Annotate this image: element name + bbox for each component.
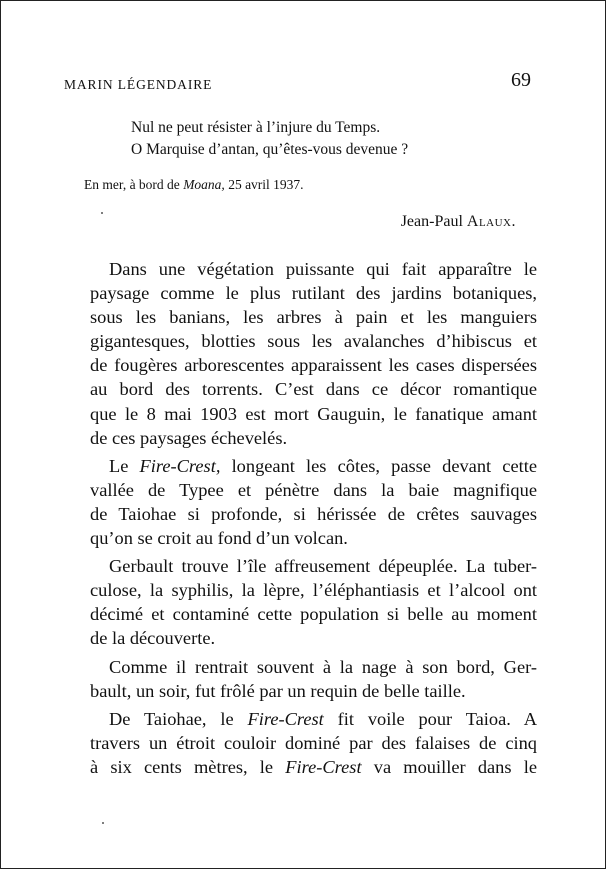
boat-name: Fire-Crest [247, 708, 324, 729]
dateline-suffix: 25 avril 1937. [224, 177, 304, 192]
text-run: va mouiller dans le [361, 756, 537, 777]
text-line: Comme il rentrait souvent à la nage à son bord, Ger- [109, 656, 537, 677]
ship-name: Moana, [183, 177, 225, 192]
epigraph-poem [131, 117, 551, 161]
page-number: 69 [511, 69, 531, 91]
text-line [71, 707, 537, 731]
text-line: culose, la syphilis, la lèpre, l’éléphantiasis et l’alcool ont [90, 580, 537, 601]
author-signature [401, 213, 516, 231]
text-run: longeant les côtes, passe devant cette [220, 455, 537, 476]
dateline-prefix: En mer, à bord de [84, 177, 184, 192]
paragraph [71, 707, 537, 779]
signature-given-name: Jean-Paul [400, 213, 467, 230]
text-line: sous les banians, les arbres à pain et les manguiers [90, 307, 537, 328]
running-title: MARIN LÉGENDAIRE [64, 77, 213, 92]
stray-mark [102, 822, 104, 824]
text-line: gigantesques, blotties sous les avalanches d’hibiscus et [90, 331, 537, 352]
text-line: bault, un soir, fut frôlé par un requin de belle taille. [90, 680, 466, 701]
poem-line: O Marquise d’antan, qu’êtes-vous devenue ? [131, 141, 409, 158]
body-text [71, 257, 537, 783]
boat-name: Fire-Crest, [139, 455, 221, 476]
text-run: Le [109, 455, 140, 476]
poem-line: Nul ne peut résister à l’injure du Temps. [131, 119, 381, 136]
text-line: de Taiohae si profonde, si hérissée de crêtes sauvages [90, 503, 537, 524]
paragraph [71, 554, 537, 650]
text-line: qu’on se croit au fond d’un volcan. [90, 528, 348, 549]
text-run: à six cents mètres, le [90, 756, 286, 777]
text-line: de la découverte. [90, 628, 216, 649]
stray-mark [101, 212, 103, 214]
dateline [84, 177, 304, 193]
text-line: que le 8 mai 1903 est mort Gauguin, le fanatique amant [90, 403, 537, 424]
text-run: De Taiohae, le [109, 708, 248, 729]
paragraph [71, 454, 537, 550]
text-line [71, 454, 537, 478]
paragraph [71, 655, 537, 703]
paragraph [71, 257, 537, 450]
signature-surname: Alaux. [466, 213, 516, 230]
text-line: de fougères arborescentes apparaissent les cases dispersées [90, 355, 537, 376]
text-line: paysage comme le plus rutilant des jardins botaniques, [90, 283, 537, 304]
text-run: fit voile pour Taioa. A [323, 708, 537, 729]
text-line [71, 755, 537, 779]
text-line: de ces paysages échevelés. [90, 427, 288, 448]
text-line: au bord des torrents. C’est dans ce décor romantique [90, 379, 537, 400]
boat-name: Fire-Crest [285, 756, 362, 777]
text-line: vallée de Typee et pénètre dans la baie magnifique [90, 479, 537, 500]
text-line: décimé et contaminé cette population si belle au moment [90, 604, 537, 625]
text-line: Gerbault trouve l’île affreusement dépeuplée. La tuber- [109, 556, 537, 577]
text-line: Dans une végétation puissante qui fait apparaître le [109, 259, 537, 279]
text-line: travers un étroit couloir dominé par des falaises de cinq [90, 732, 537, 753]
